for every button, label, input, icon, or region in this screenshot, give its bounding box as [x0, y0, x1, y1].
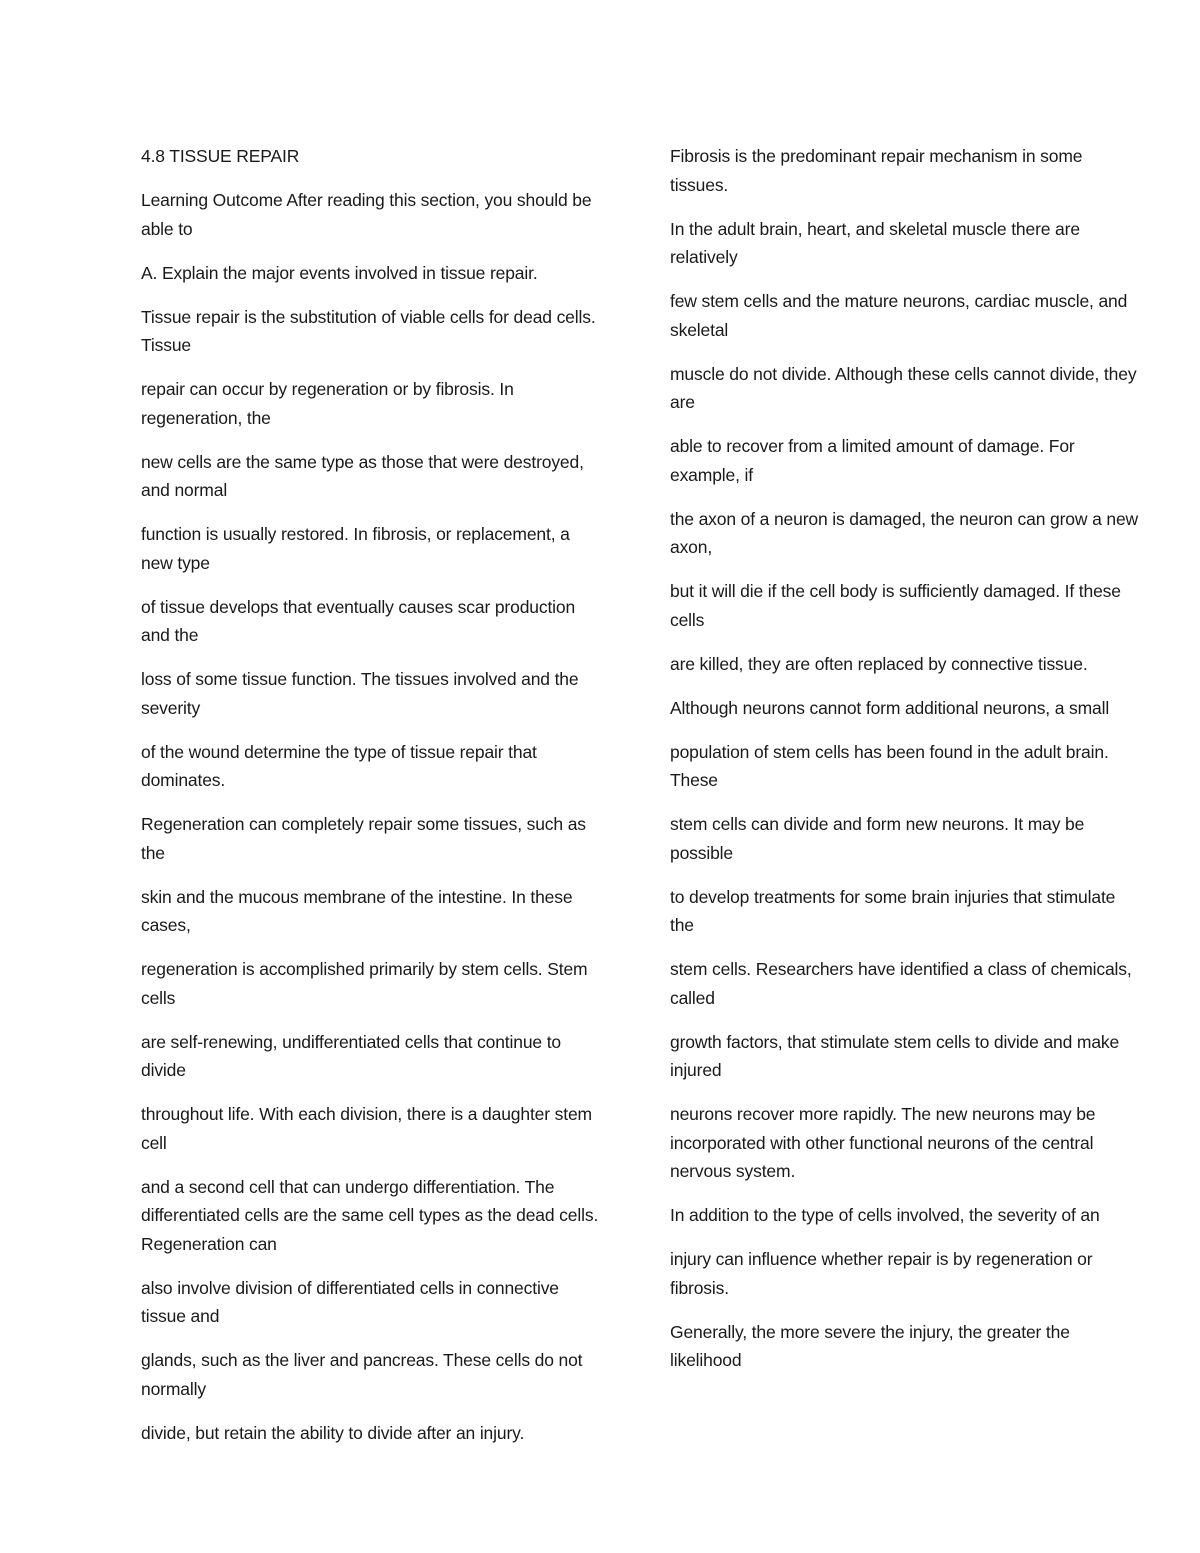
paragraph: function is usually restored. In fibrosis, or replacement, a new type — [141, 524, 570, 573]
paragraph: muscle do not divide. Although these cells cannot divide, they are — [670, 363, 1137, 412]
paragraph: Regeneration can completely repair some tissues, such as the — [141, 814, 586, 863]
paragraph: are killed, they are often replaced by connective tissue. — [670, 653, 1088, 674]
paragraph: In addition to the type of cells involved, the severity of an — [670, 1205, 1100, 1225]
paragraph: Generally, the more severe the injury, the greater the likelihood — [670, 1321, 1070, 1370]
paragraph: few stem cells and the mature neurons, cardiac muscle, and skeletal — [670, 291, 1128, 340]
paragraph: In the adult brain, heart, and skeletal muscle there are relatively — [670, 218, 1080, 267]
paragraph: skin and the mucous membrane of the intestine. In these cases, — [141, 886, 573, 935]
paragraph: of tissue develops that eventually causes scar production and the — [141, 596, 576, 645]
paragraph: are self-renewing, undifferentiated cells that continue to divide — [141, 1031, 561, 1080]
section-heading: 4.8 TISSUE REPAIR — [141, 146, 300, 166]
paragraph: loss of some tissue function. The tissues involved and the severity — [141, 669, 579, 718]
paragraph: Although neurons cannot form additional neurons, a small — [670, 697, 1110, 718]
paragraph: repair can occur by regeneration or by fibrosis. In regeneration, the — [141, 379, 514, 428]
paragraph: Tissue repair is the substitution of viable cells for dead cells. Tissue — [141, 306, 596, 355]
paragraph: regeneration is accomplished primarily by stem cells. Stem cells — [141, 959, 588, 1008]
paragraph: but it will die if the cell body is sufficiently damaged. If these cells — [670, 581, 1121, 630]
paragraph: growth factors, that stimulate stem cells to divide and make injured — [670, 1031, 1120, 1080]
paragraph: A. Explain the major events involved in tissue repair. — [141, 262, 538, 283]
paragraph: also involve division of differentiated cells in connective tissue and — [141, 1277, 559, 1326]
left-column — [141, 142, 601, 1463]
paragraph: glands, such as the liver and pancreas. These cells do not normally — [141, 1350, 583, 1399]
right-column — [670, 142, 1140, 1390]
paragraph: able to recover from a limited amount of damage. For example, if — [670, 436, 1075, 485]
paragraph: Fibrosis is the predominant repair mechanism in some tissues. — [670, 146, 1083, 195]
paragraph: of the wound determine the type of tissue repair that dominates. — [141, 741, 537, 790]
paragraph: stem cells. Researchers have identified a class of chemicals, called — [670, 959, 1132, 1008]
paragraph: new cells are the same type as those that were destroyed, and normal — [141, 451, 584, 500]
paragraph: throughout life. With each division, there is a daughter stem cell — [141, 1104, 592, 1153]
paragraph: population of stem cells has been found in the adult brain. These — [670, 741, 1109, 790]
paragraph: the axon of a neuron is damaged, the neuron can grow a new axon, — [670, 508, 1139, 557]
paragraph: Learning Outcome After reading this section, you should be able to — [141, 190, 592, 239]
paragraph: divide, but retain the ability to divide after an injury. — [141, 1422, 525, 1443]
paragraph: to develop treatments for some brain injuries that stimulate the — [670, 886, 1116, 935]
paragraph: injury can influence whether repair is by regeneration or fibrosis. — [670, 1249, 1093, 1298]
paragraph: neurons recover more rapidly. The new neurons may be incorporated with other functional neurons of the central nervous system. — [670, 1104, 1096, 1181]
paragraph: stem cells can divide and form new neurons. It may be possible — [670, 814, 1085, 863]
paragraph: and a second cell that can undergo differentiation. The differentiated cells are the same cell types as the dead cells. Regeneration can — [141, 1176, 599, 1254]
